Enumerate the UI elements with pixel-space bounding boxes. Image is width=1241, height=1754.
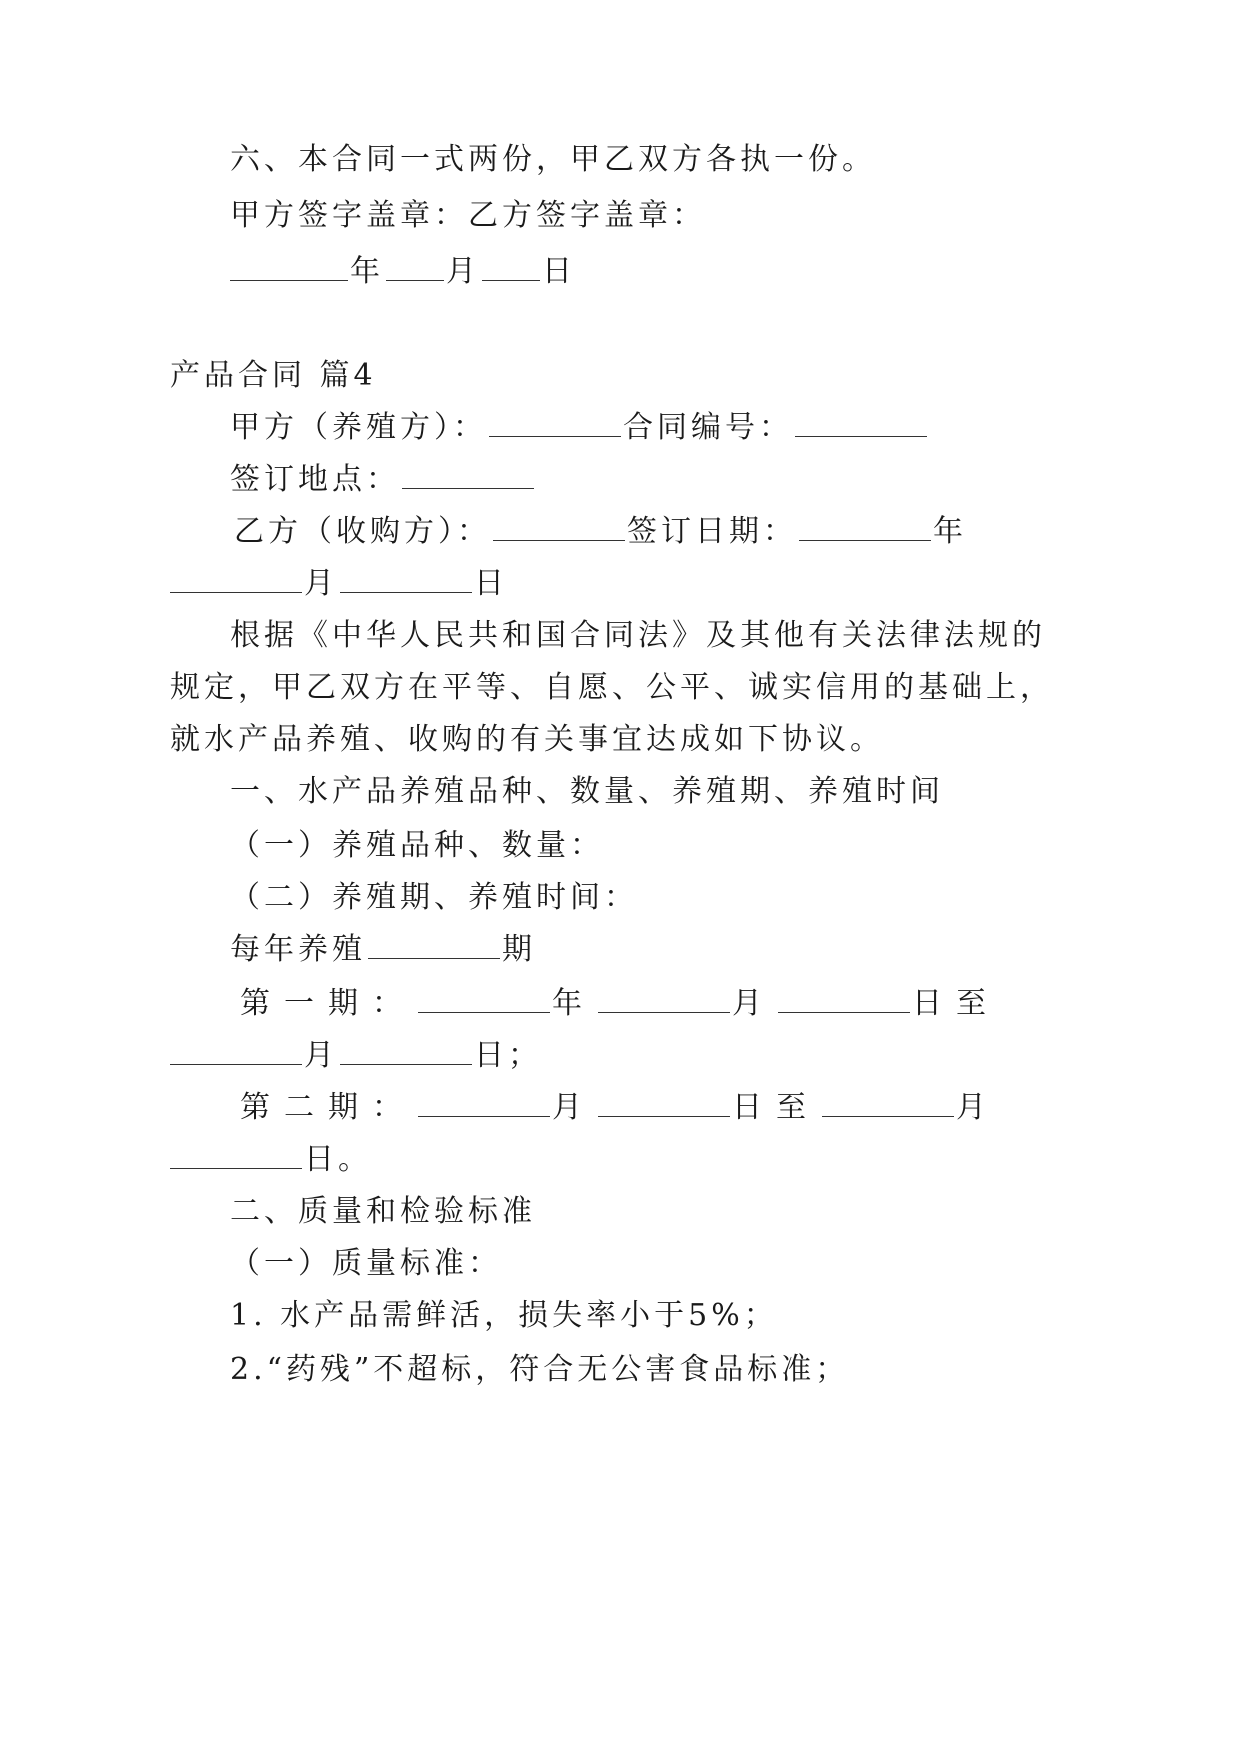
first-period-line: 第一期： 年 月 日至 (240, 986, 1000, 1021)
second-end-day-blank (170, 1140, 302, 1169)
day-blank (482, 252, 540, 281)
first-day-blank (778, 984, 910, 1013)
signing-month-blank (170, 564, 302, 593)
month-blank (386, 252, 444, 281)
second-period-cont: 日。 (168, 1140, 372, 1180)
article-two-heading: 二、质量和检验标准 (230, 1194, 536, 1229)
preamble-line-3: 就水产品养殖、收购的有关事宜达成如下协议。 (170, 722, 884, 757)
clause-six: 六、本合同一式两份，甲乙双方各执一份。 (230, 142, 876, 177)
signing-date-cont: 月 日 (168, 564, 508, 604)
party-a-blank (489, 408, 621, 437)
second-day-blank (598, 1088, 730, 1117)
first-end-day-blank (340, 1036, 472, 1065)
article-one-heading: 一、水产品养殖品种、数量、养殖期、养殖时间 (230, 774, 944, 809)
signing-place-blank (402, 460, 534, 489)
year-blank (230, 252, 348, 281)
annual-periods-line: 每年养殖 期 (230, 932, 536, 967)
contract-number-blank (795, 408, 927, 437)
first-year-blank (418, 984, 550, 1013)
signature-line: 甲方签字盖章：乙方签字盖章： (230, 198, 706, 233)
party-b-blank (493, 512, 625, 541)
party-a-line: 甲方（养殖方）： 合同编号： (230, 408, 929, 448)
signature-date-line: 年 月 日 (228, 252, 576, 292)
periods-count-blank (368, 930, 500, 959)
signing-place-line: 签订地点： (230, 460, 536, 500)
preamble-line-1: 根据《中华人民共和国合同法》及其他有关法律法规的 (230, 618, 1046, 653)
party-b-line: 乙方（收购方）： 签订日期： 年 (234, 514, 967, 549)
second-month-blank (418, 1088, 550, 1117)
second-period-line: 第二期： 月 日至 月 (240, 1090, 1000, 1125)
section-heading: 产品合同 篇4 (170, 358, 377, 393)
signing-day-blank (340, 564, 472, 593)
subsection-quality: （一）质量标准： (230, 1246, 502, 1281)
first-period-cont: 月 日； (168, 1036, 542, 1076)
subsection-period: （二）养殖期、养殖时间： (230, 880, 638, 915)
second-end-month-blank (822, 1088, 954, 1117)
quality-item-2: 2.“药残”不超标，符合无公害食品标准； (230, 1352, 850, 1387)
subsection-varieties: （一）养殖品种、数量： (230, 828, 604, 863)
first-month-blank (598, 984, 730, 1013)
first-end-month-blank (170, 1036, 302, 1065)
signing-year-blank (799, 512, 931, 541)
quality-item-1: 1. 水产品需鲜活，损失率小于5%； (230, 1298, 778, 1333)
preamble-line-2: 规定，甲乙双方在平等、自愿、公平、诚实信用的基础上， (170, 670, 1054, 705)
